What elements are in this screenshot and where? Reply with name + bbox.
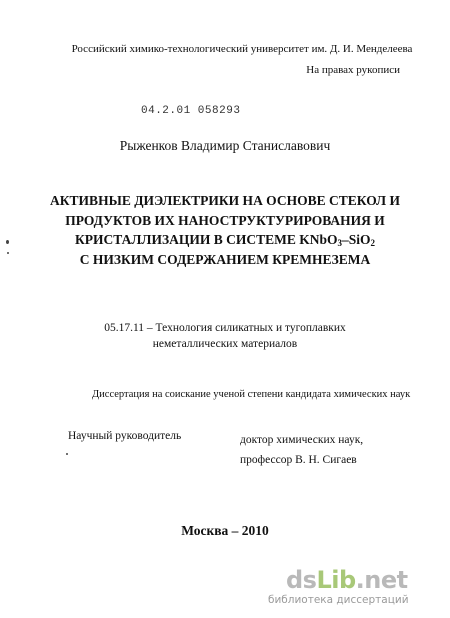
- watermark-subtitle: библиотека диссертаций: [268, 594, 409, 606]
- scan-speck: [66, 453, 68, 455]
- manuscript-rights-note: На правах рукописи: [306, 64, 400, 76]
- city-and-year: Москва – 2010: [181, 523, 269, 538]
- degree-statement: Диссертация на соискание ученой степени кандидата химических наук: [92, 389, 411, 400]
- supervisor-degree: доктор химических наук,: [240, 434, 364, 446]
- supervisor-name: профессор В. Н. Сигаев: [240, 454, 357, 466]
- library-stamp-number: 04.2.01 058293: [141, 105, 241, 117]
- watermark-logo-part-2: Lib: [316, 566, 356, 594]
- dissertation-title: [0, 191, 450, 269]
- specialty-line-1: 05.17.11 – Технология силикатных и тугоплавких: [104, 322, 346, 334]
- specialty-code: [0, 320, 450, 352]
- title-line-3-mid: –SiO: [342, 232, 371, 247]
- specialty-line-2: неметаллических материалов: [152, 338, 298, 350]
- watermark-logo-part-1: ds: [286, 566, 317, 594]
- supervisor-label: Научный руководитель: [68, 430, 182, 442]
- dslib-watermark: [264, 566, 444, 612]
- watermark-logo: [286, 566, 408, 594]
- title-subscript-2: 2: [370, 238, 376, 248]
- supervisor-info: [240, 430, 363, 470]
- title-line-1: АКТИВНЫЕ ДИЭЛЕКТРИКИ НА ОСНОВЕ СТЕКОЛ И: [50, 193, 400, 208]
- watermark-logo-part-3: .net: [355, 566, 408, 594]
- title-line-3-text: КРИСТАЛЛИЗАЦИИ В СИСТЕМЕ KNbO: [74, 232, 338, 247]
- title-line-3: [0, 230, 450, 250]
- title-line-2: ПРОДУКТОВ ИХ НАНОСТРУКТУРИРОВАНИЯ И: [65, 212, 385, 228]
- author-name: Рыженков Владимир Станиславович: [119, 138, 331, 153]
- title-line-4: С НИЗКИМ СОДЕРЖАНИЕМ КРЕМНЕЗЕМА: [79, 251, 371, 267]
- university-name: Российский химико-технологический университет им. Д. И. Менделеева: [71, 43, 413, 55]
- scan-speck: [6, 240, 9, 244]
- scan-speck: [7, 252, 9, 254]
- title-subscript-1: 3: [337, 238, 342, 248]
